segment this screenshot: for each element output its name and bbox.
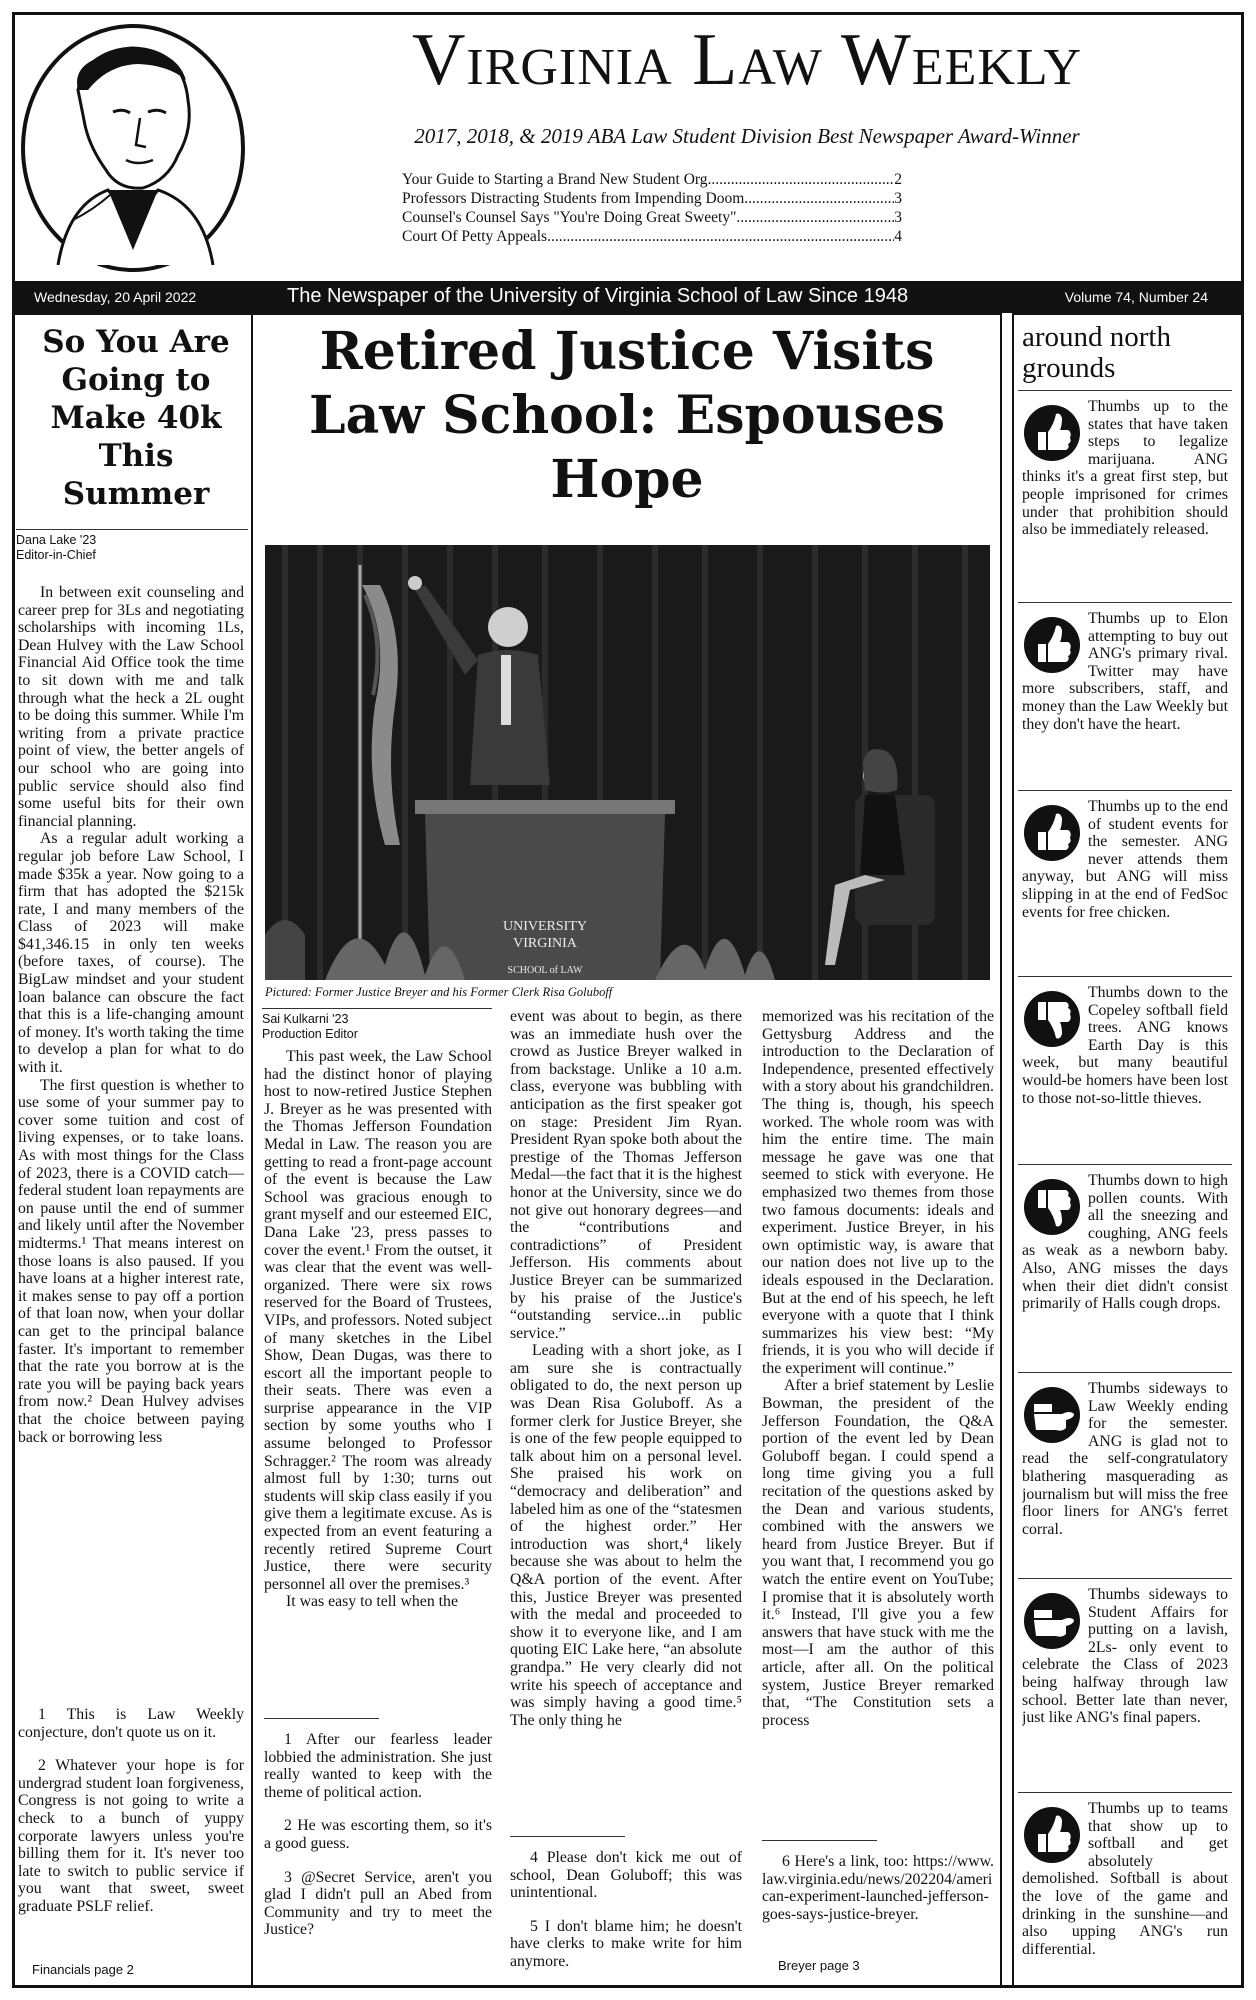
ang-divider (1018, 390, 1232, 391)
ang-divider (1018, 1792, 1232, 1793)
ang-item (1022, 984, 1228, 1164)
jefferson-portrait-logo (18, 20, 248, 275)
ang-item (1022, 398, 1228, 598)
lead-col3-body (762, 1008, 994, 1832)
thumbs-up-icon (1022, 1804, 1082, 1866)
byline-role: Production Editor (262, 1027, 358, 1041)
thumbs-up-icon (1022, 614, 1082, 676)
lead-byline (262, 1008, 492, 1042)
lead-col2-footnotes (510, 1836, 742, 1980)
footnote-rule (762, 1840, 877, 1841)
ang-divider (1018, 1578, 1232, 1579)
date-band (12, 281, 1244, 313)
tagline: The Newspaper of the University of Virginia School of Law Since 1948 (287, 285, 909, 307)
paragraph: In between exit counseling and career prep for 3Ls and negotiating scholarships with incoming 1Ls, Dean Hulvey with the Law School Financial Aid Office took the time to sit down with me and talk through what the heck a 2L ought to be doing this summer. While I'm writing from a private practice point of view, the better angels of our school who are going into public service should also find some useful bits for their own financial planning. (18, 584, 244, 830)
byline-name: Dana Lake '23 (16, 533, 97, 547)
ang-item-text: Thumbs down to high pollen counts. With all the sneezing and coughing, ANG feels as weak as a newborn baby. Also, ANG misses the days when their diet didn't consist primarily of Halls cough drops. (1022, 1172, 1228, 1313)
thumbs-up-icon (1022, 402, 1082, 464)
left-footnotes (18, 1697, 244, 1959)
ang-item (1022, 1380, 1228, 1576)
thumbs-down-icon (1022, 1176, 1082, 1238)
ang-item-text: Thumbs sideways to Law Weekly ending for the semester. ANG is glad not to read the self-congratulatory blathering masquerading as journalism but will miss the free floor liners for ANG's ferret corral. (1022, 1380, 1228, 1538)
paragraph: Leading with a short joke, as I am sure she is contractually obligated to do, the next person up was Dean Risa Goluboff. As a former clerk for Justice Breyer, she is one of the few people equipped to talk about him on a personal level. She praised his work on “democracy and deliberation” and labeled him as one of the “statesmen of the highest order.” Her introduction was short,⁴ likely because she was about to helm the Q&A portion of the event. After this, Justice Breyer was presented with the medal and proceeded to show it to everyone like, and I am quoting EIC Lake here, “an absolute grandpa.” He very clearly did not write his speech of acceptance and was simply having a good time.⁵ The only thing he (510, 1342, 742, 1729)
footnote: 4 Please don't kick me out of school, Dean Goluboff; this was unintentional. (510, 1849, 742, 1902)
paragraph: The first question is whether to use some of your summer pay to cover some tuition and cost of living expenses, or to take loans. As with most things for the Class of 2023, there is a COVID catch—federal student loan repayments are on pause until the end of summer and likely until after the November midterms.¹ That means interest on those loans is also paused. If you have loans at a higher interest rate, it makes sense to pay off a portion of that loan now, when your dollar can get to the principal balance faster. It's important to remember that the rate you borrow at is the rate you will be paying back years from now.² Dean Hulvey advises that the choice between paying back or borrowing less (18, 1076, 244, 1446)
toc-item[interactable]: Your Guide to Starting a Brand New Student Org ..... 2 (402, 170, 902, 189)
footnote: 6 Here's a link, too: https://www.law.virginia.edu/news/202204/american-experiment-launched-jefferson-goes-says-justice-breyer. (762, 1853, 994, 1923)
ang-divider (1018, 790, 1232, 791)
issue-date: Wednesday, 20 April 2022 (34, 289, 197, 305)
photo-caption: Pictured: Former Justice Breyer and his Former Clerk Risa Goluboff (265, 985, 613, 999)
ang-item-text: Thumbs down to the Copeley softball field trees. ANG knows Earth Day is this week, but many beautiful would-be homers have been lost to those not-so-little thieves. (1022, 984, 1228, 1107)
left-headline: So You Are Going to Make 40k This Summer (42, 324, 230, 512)
jump-link[interactable]: Breyer page 3 (778, 1958, 860, 1973)
lead-headline: Retired Justice Visits Law School: Espouses Hope (309, 321, 945, 510)
paragraph: As a regular adult working a regular job before Law School, I made $35k a year. Now going to a firm that has adopted the $215k rate, I and many members of the Class of 2023 will make $41,346.15 in only ten weeks (before taxes, of course). The BigLaw mindset and your student loan balance can obscure the fact that this is a life-changing amount of money. It's worth taking the time to develop a plan for what to do with it. (18, 830, 244, 1077)
byline-name: Sai Kulkarni '23 (262, 1012, 349, 1026)
paragraph: event was about to begin, as there was an immediate hush over the crowd as Justice Breyer walked in from backstage. Unlike a 10 a.m. class, everyone was bubbling with anticipation as the first speaker got on stage: President Jim Ryan. President Ryan spoke both about the prestige of the Thomas Jefferson Medal—the fact that it is the highest honor at the University, since we do not give out honorary degrees—and the “contributions and contradictions” of President Jefferson. His comments about Justice Breyer can be summarized by his praise of the Justice's “outstanding service...in public service.” (510, 1008, 742, 1342)
lead-col1-footnotes (264, 1718, 492, 1980)
ang-item-text: Thumbs up to teams that show up to softball and get absolutely demolished. Softball is about the love of the game and drinking in the sunshine—and also upping ANG's run differential. (1022, 1800, 1228, 1958)
thumbs-down-icon (1022, 988, 1082, 1050)
left-byline (16, 529, 248, 563)
ang-item-text: Thumbs up to the end of student events for the semester. ANG never attends them anyway, but ANG will miss slipping in at the end of FedSoc events for free chicken. (1022, 798, 1228, 921)
lead-col3-footnotes (762, 1840, 994, 1952)
ang-divider (1018, 1164, 1232, 1165)
jump-link[interactable]: Financials page 2 (32, 1962, 134, 1977)
masthead-title: Virginia Law Weekly (411, 19, 1083, 101)
breyer-photo (265, 545, 990, 980)
lead-col1-body (264, 1048, 492, 1703)
footnote: 2 Whatever your hope is for undergrad student loan forgiveness, Congress is not going to write a check to a bunch of yuppy corporate lawyers unless you're billing them for it. It's never too late to switch to public service if you want that sweet, sweet graduate PSLF relief. (18, 1757, 244, 1915)
ang-item (1022, 610, 1228, 790)
toc-item[interactable]: Court Of Petty Appeals ..... 4 (402, 227, 902, 246)
footnote-rule (510, 1836, 625, 1837)
lectern-text: SCHOOL of LAW (507, 965, 583, 976)
footnote: 2 He was escorting them, so it's a good guess. (264, 1817, 492, 1852)
ang-item-text: Thumbs up to Elon attempting to buy out ANG's primary rival. Twitter may have more subscribers, staff, and money than the Law Weekly but they don't have the heart. (1022, 610, 1228, 733)
ang-title: around north grounds (1022, 321, 1171, 384)
volume-number: Volume 74, Number 24 (1064, 289, 1208, 305)
table-of-contents (402, 170, 902, 246)
ang-item-text: Thumbs sideways to Student Affairs for putting on a lavish, 2Ls- only event to celebrate the Class of 2023 being halfway through law school. Better late than never, just like ANG's final papers. (1022, 1586, 1228, 1727)
ang-divider (1018, 602, 1232, 603)
byline-role: Editor-in-Chief (16, 548, 96, 562)
ang-item-text: Thumbs up to the states that have taken steps to legalize marijuana. ANG thinks it's a great first step, but people imprisoned for crimes under that prohibition should also be immediately released. (1022, 398, 1228, 539)
lectern-text: UNIVERSITY (503, 919, 587, 934)
toc-item[interactable]: Professors Distracting Students from Impending Doom ..... 3 (402, 189, 902, 208)
lectern-text: VIRGINIA (513, 936, 577, 951)
paragraph: memorized was his recitation of the Gettysburg Address and the introduction to the Declaration of Independence, presented effectively with a story about his grandchildren. The thing is, though, his speech worked. The whole room was with him the entire time. The main message he gave was one that seemed to stick with everyone. He emphasized two themes from those two famous documents: ideals and experiment. Justice Breyer, in his own optimistic way, is aware that our nation does not live up to the ideals espoused in the Declaration. But at the end of his speech, he left everyone with a quote that I think summarizes his view best: “My friends, it is you who will decide if the experiment will continue.” (762, 1008, 994, 1377)
footnote-rule (264, 1718, 379, 1719)
footnote: 5 I don't blame him; he doesn't have clerks to make write for him anymore. (510, 1917, 742, 1970)
toc-item[interactable]: Counsel's Counsel Says "You're Doing Great Sweety" ..... 3 (402, 208, 902, 227)
ang-item (1022, 798, 1228, 976)
award-line: 2017, 2018, & 2019 ABA Law Student Division Best Newspaper Award-Winner (414, 124, 1080, 148)
ang-divider (1018, 1372, 1232, 1373)
footnote: 3 @Secret Service, aren't you glad I didn't pull an Abed from Community and try to meet the Justice? (264, 1868, 492, 1939)
left-article-body (18, 584, 244, 1677)
lead-col2-body (510, 1008, 742, 1830)
thumbs-sideways-icon (1022, 1590, 1082, 1652)
footnote: 1 After our fearless leader lobbied the administration. She just really wanted to keep with the theme of political action. (264, 1731, 492, 1801)
ang-item (1022, 1172, 1228, 1372)
paragraph: This past week, the Law School had the distinct honor of playing host to now-retired Justice Stephen J. Breyer as he was presented with the Thomas Jefferson Foundation Medal in Law. The reason you are getting to read a front-page account of the event is because the Law School was gracious enough to grant myself and our esteemed EIC, Dana Lake '23, press passes to cover the event.¹ From the outset, it was clear that the event was well-organized. There were six rows reserved for the Board of Trustees, VIPs, and professors. Noted subject of many sketches in the Libel Show, Dean Dugas, was there to escort all the important people to their seats. There was even a surprise appearance in the VIP section by some youths who I assume belonged to Professor Schragger.² The room was already almost full by 1:30; turns out students will skip class easily if you give them a legitimate excuse. As is expected from an event featuring a recently retired Supreme Court Justice, there were security personnel all over the premises.³ (264, 1048, 492, 1593)
paragraph: It was easy to tell when the (286, 1593, 458, 1611)
ang-item (1022, 1586, 1228, 1792)
thumbs-up-icon (1022, 802, 1082, 864)
paragraph: After a brief statement by Leslie Bowman, the president of the Jefferson Foundation, the Q&A portion of the event led by Dean Goluboff began. I could spend a long time giving you a full recitation of the questions asked by the Dean and various students, combined with the answers we heard from Justice Breyer. But if you want that, I recommend you go watch the entire event on YouTube; I promise that it is absolutely worth it.⁶ Instead, I'll give you a few answers that have stuck with me the most—I am the author of this article, after all. On the political system, Justice Breyer remarked that, “The Constitution sets a process (762, 1377, 994, 1729)
footnote: 1 This is Law Weekly conjecture, don't quote us on it. (18, 1706, 244, 1741)
thumbs-sideways-icon (1022, 1384, 1082, 1446)
ang-divider (1018, 976, 1232, 977)
ang-item (1022, 1800, 1228, 1978)
